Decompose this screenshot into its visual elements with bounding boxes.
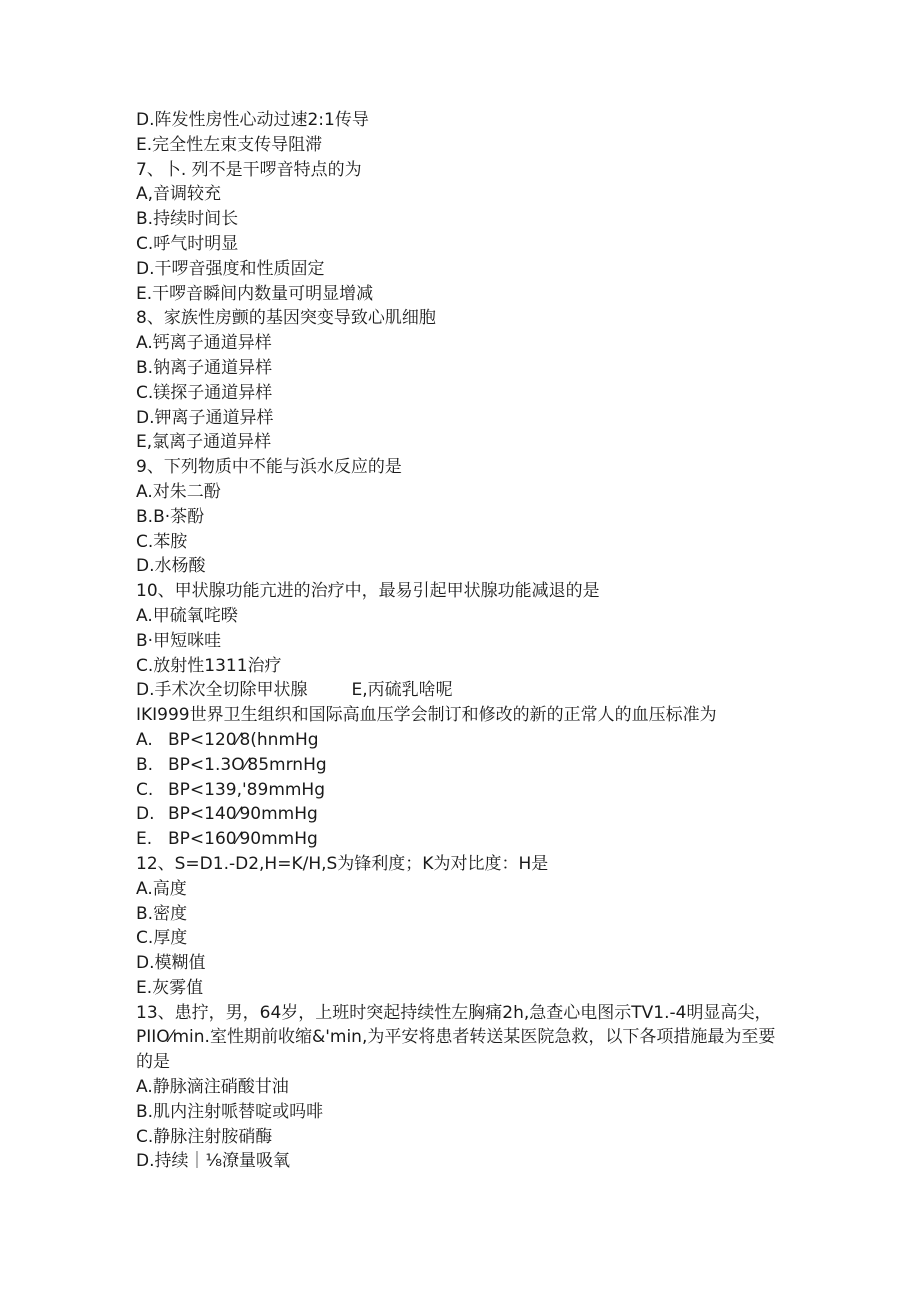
q11-option-c	[136, 778, 786, 803]
q9-option-c: C.苯胺	[136, 531, 188, 552]
q11-option-b	[136, 753, 786, 778]
q6-option-d: D.阵发性房性心动过速2:1传导	[136, 110, 369, 130]
q8-option-d: D.钾离子通道异样	[136, 407, 274, 428]
q13-option-a: A.静脉滴注硝酸甘油	[136, 1077, 289, 1098]
q9-stem: 9、下列物质中不能与浜水反应的是	[136, 457, 402, 478]
q9-option-a: A.对朱二酚	[136, 481, 221, 502]
q11-option-d	[136, 802, 786, 827]
q7-option-b: B.持续时间长	[136, 209, 239, 230]
q9-option-b: B.B·茶酚	[136, 506, 205, 527]
option-letter: E.	[136, 829, 153, 850]
q10-option-c: C.放射性1311治疗	[136, 655, 282, 676]
q8-option-e: E,氯离子通道异样	[136, 432, 272, 453]
q7-option-e: E.干啰音瞬间内数量可明显增减	[136, 283, 374, 304]
q10-stem: 10、甲状腺功能亢进的治疗中，最易引起甲状腺功能减退的是	[136, 581, 600, 602]
q7-option-a: A,音调较充	[136, 184, 222, 205]
q13-option-b: B.肌内注射哌替啶或吗啡	[136, 1101, 324, 1122]
q8-option-c: C.镁探子通道异样	[136, 382, 273, 403]
q11-option-e	[136, 827, 786, 852]
option-text: BP<139,'89mmHg	[168, 779, 326, 800]
q8-option-b: B.钠离子通道异样	[136, 357, 273, 378]
option-text: BP<160⁄90mmHg	[168, 829, 318, 850]
option-letter: B.	[136, 754, 154, 775]
q9-option-d: D.水杨酸	[136, 556, 206, 577]
q10-option-a: A.甲硫氧咤暌	[136, 605, 238, 626]
q12-option-c: C.厚度	[136, 928, 188, 949]
exam-page	[136, 108, 786, 1174]
q10-option-e: E,丙硫乳啥呢	[351, 680, 453, 701]
q12-stem: 12、S=D1.-D2,H=K/H,S为锋利度；K为对比度：H是	[136, 853, 549, 874]
q7-option-c: C.呼气时明显	[136, 233, 239, 254]
option-letter: D.	[136, 804, 155, 825]
q12-option-e: E.灰雾值	[136, 977, 204, 998]
q13-option-d: D.持续｜⅛潦量吸氧	[136, 1151, 290, 1172]
q7-option-d: D.干啰音强度和性质固定	[136, 258, 325, 279]
option-text: BP<1.3O⁄85mrnHg	[168, 754, 327, 775]
option-text: BP<140⁄90mmHg	[168, 804, 318, 825]
q8-stem: 8、家族性房颤的基因突变导致心肌细胞	[136, 308, 436, 329]
q11-stem: IKI999世界卫生组织和国际高血压学会制订和修改的新的正常人的血压标准为	[136, 705, 717, 726]
option-letter: A.	[136, 729, 153, 750]
q6-option-e: E.完全性左束支传导阻滞	[136, 134, 323, 155]
q12-option-d: D.模糊值	[136, 953, 206, 974]
q10-options-de-row	[136, 678, 786, 703]
q12-option-a: A.高度	[136, 878, 187, 899]
q12-option-b: B.密度	[136, 903, 188, 924]
q10-option-d: D.手术次全切除甲状腺	[136, 680, 308, 701]
option-text: BP<120⁄8(hnmHg	[168, 729, 319, 750]
q11-option-a	[136, 728, 786, 753]
q10-option-b: B·甲短咪哇	[136, 630, 222, 651]
q8-option-a: A.钙离子通道异样	[136, 333, 272, 354]
q13-option-c: C.静脉注射胺硝酶	[136, 1126, 273, 1147]
q13-stem: 13、患拧，男，64岁，上班时突起持续性左胸痛2h,急查心电图示TV1.-4明显高尖，PIIO⁄min.室性期前收缩&'min,为平安将患者转送某医院急救，以下各项措施最为至要的是	[136, 1002, 776, 1073]
q7-stem: 7、卜. 列不是干啰音特点的为	[136, 159, 362, 180]
option-letter: C.	[136, 779, 154, 800]
